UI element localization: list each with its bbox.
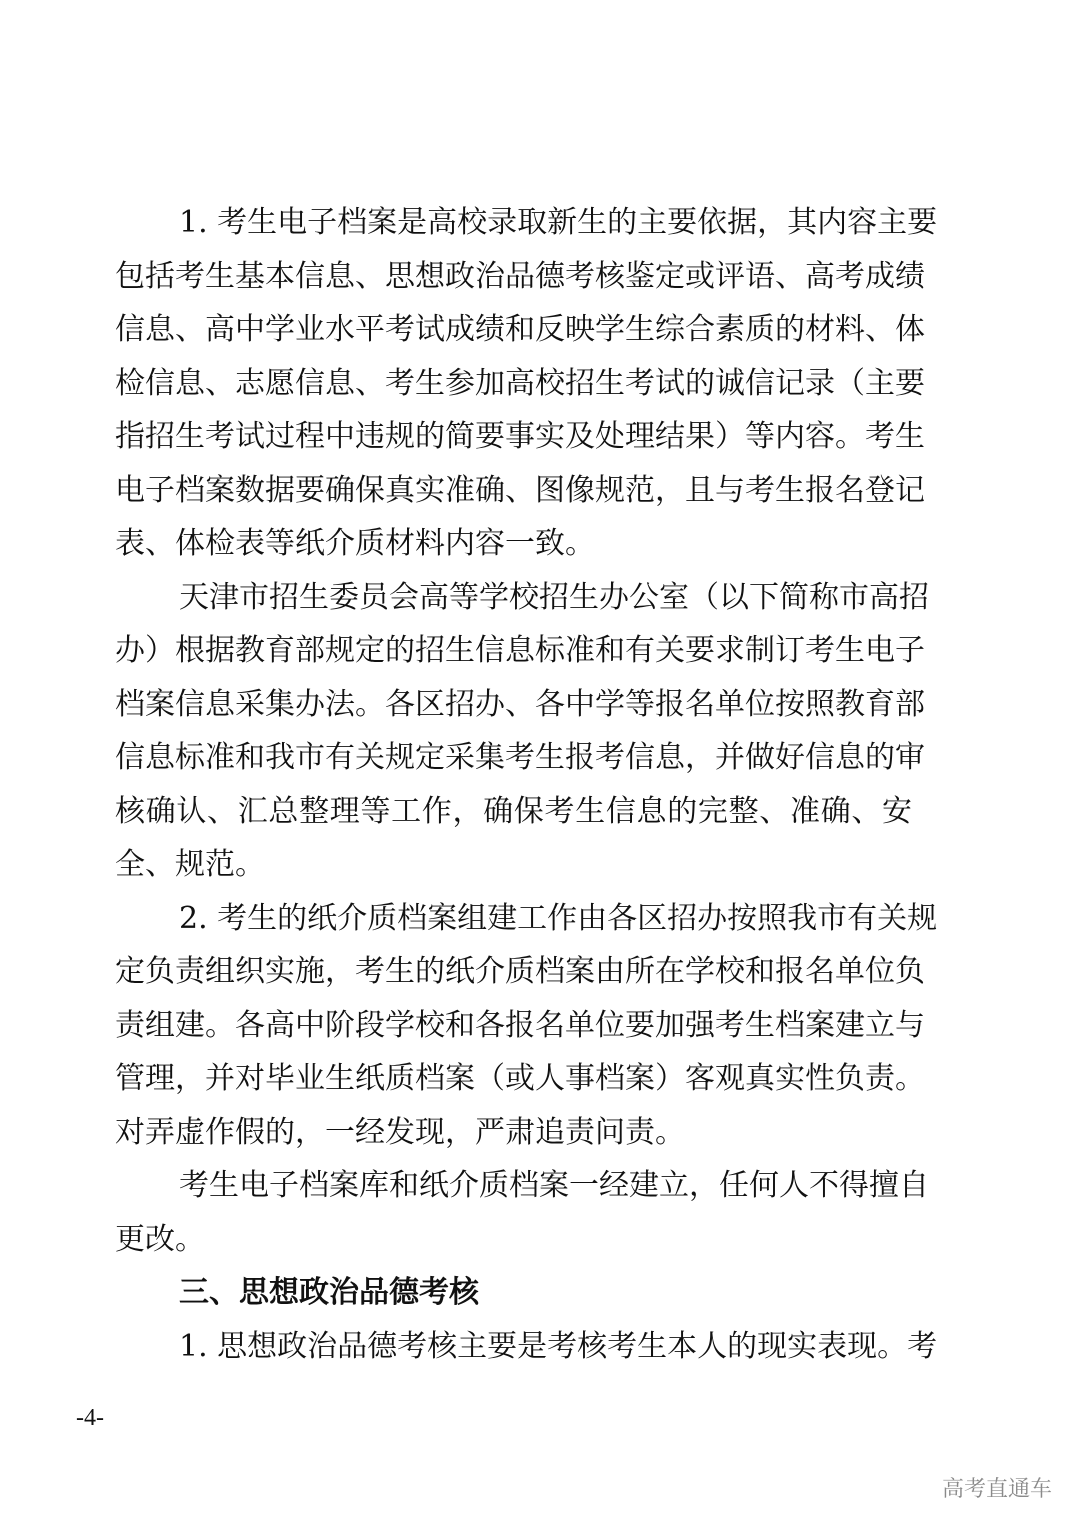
text-line: 表、体检表等纸介质材料内容一致。 bbox=[115, 526, 595, 561]
text-line: 天津市招生委员会高等学校招生办公室（以下简称市高招 bbox=[179, 579, 929, 615]
text-line: 管理，并对毕业生纸质档案（或人事档案）客观真实性负责。 bbox=[115, 1061, 925, 1096]
watermark: 高考直通车 bbox=[941, 1477, 1052, 1502]
text-line: 考生电子档案库和纸介质档案一经建立，任何人不得擅自 bbox=[179, 1168, 929, 1203]
paragraph bbox=[115, 1320, 938, 1374]
text-line: 电子档案数据要确保真实准确、图像规范，且与考生报名登记 bbox=[115, 472, 925, 508]
text-line: 2. 考生的纸介质档案组建工作由各区招办按照我市有关规 bbox=[179, 900, 938, 936]
text-line: 核确认、汇总整理等工作，确保考生信息的完整、准确、安 bbox=[115, 793, 912, 829]
text-line: 三、思想政治品德考核 bbox=[179, 1275, 479, 1310]
text-line: 办）根据教育部规定的招生信息标准和有关要求制订考生电子 bbox=[115, 633, 925, 668]
text-line: 包括考生基本信息、思想政治品德考核鉴定或评语、高考成绩 bbox=[115, 258, 925, 294]
text-line: 定负责组织实施，考生的纸介质档案由所在学校和报名单位负 bbox=[115, 954, 925, 989]
text-line: 1. 思想政治品德考核主要是考核考生本人的现实表现。考 bbox=[179, 1328, 938, 1364]
page-number: -4- bbox=[76, 1405, 104, 1431]
paragraph bbox=[115, 1159, 929, 1266]
paragraph bbox=[115, 571, 929, 892]
text-line: 责组建。各高中阶段学校和各报名单位要加强考生档案建立与 bbox=[115, 1007, 925, 1043]
text-line: 档案信息采集办法。各区招办、各中学等报名单位按照教育部 bbox=[115, 686, 925, 722]
text-line: 更改。 bbox=[115, 1221, 205, 1257]
text-line: 检信息、志愿信息、考生参加高校招生考试的诚信记录（主要 bbox=[115, 365, 925, 401]
text-line: 信息、高中学业水平考试成绩和反映学生综合素质的材料、体 bbox=[115, 312, 925, 347]
paragraph bbox=[115, 892, 938, 1160]
text-line: 全、规范。 bbox=[115, 847, 265, 882]
text-line: 1. 考生电子档案是高校录取新生的主要依据，其内容主要 bbox=[179, 205, 938, 240]
text-line: 指招生考试过程中违规的简要事实及处理结果）等内容。考生 bbox=[115, 419, 925, 454]
text-line: 信息标准和我市有关规定采集考生报考信息，并做好信息的审 bbox=[115, 740, 925, 775]
paragraph bbox=[115, 196, 938, 571]
section-heading bbox=[115, 1266, 912, 1320]
text-line: 对弄虚作假的，一经发现，严肃追责问责。 bbox=[115, 1114, 685, 1150]
document-body bbox=[115, 196, 938, 1373]
